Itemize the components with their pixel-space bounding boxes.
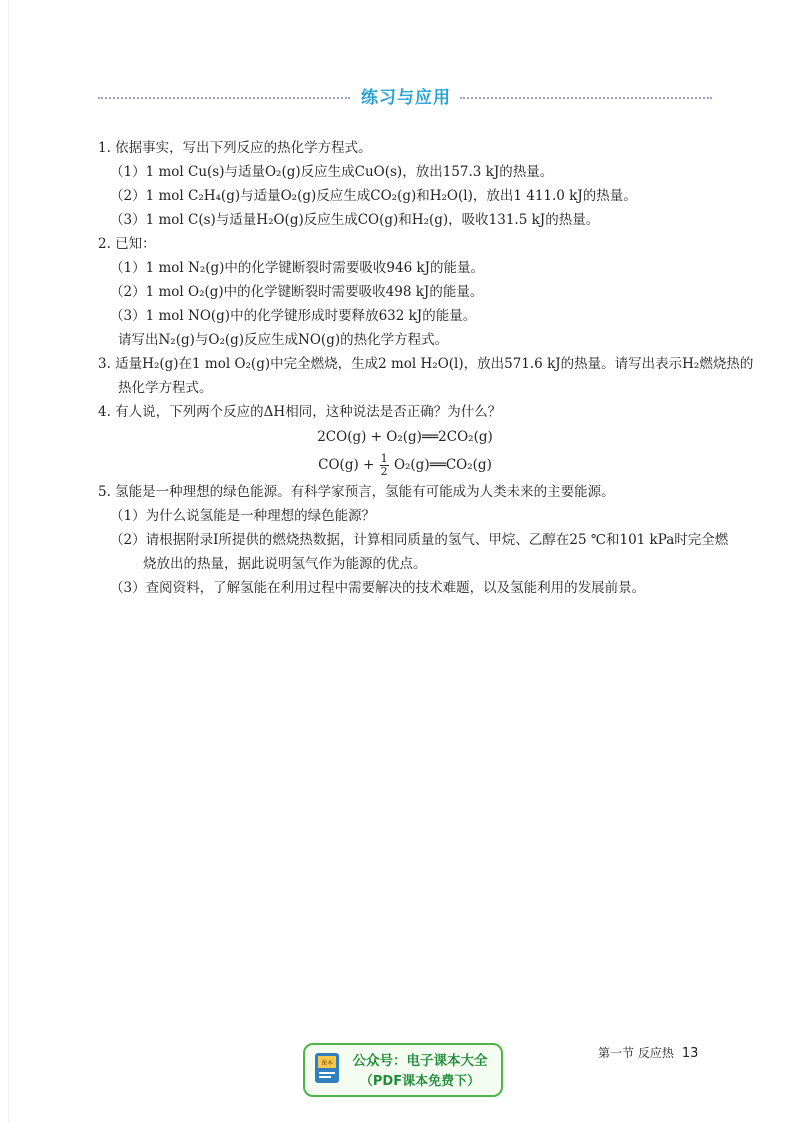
question-5-item-2-line-1: （2）请根据附录Ⅰ所提供的燃烧热数据，计算相同质量的氢气、甲烷、乙醇在25 ℃和101 kPa时完全燃: [110, 532, 729, 548]
question-5-item-3: （3）查阅资料，了解氢能在利用过程中需要解决的技术难题，以及氢能利用的发展前景。: [110, 580, 646, 596]
question-1-item-3: （3）1 mol C(s)与适量H₂O(g)反应生成CO(g)和H₂(g)，吸收131.5 kJ的热量。: [110, 212, 600, 228]
question-2-item-1: （1）1 mol N₂(g)中的化学键断裂时需要吸收946 kJ的能量。: [110, 260, 485, 276]
watermark-line-2: （PDF课本免费下）: [359, 1074, 481, 1089]
question-2-ask: 请写出N₂(g)与O₂(g)反应生成NO(g)的热化学方程式。: [118, 332, 449, 348]
exercise-content: [98, 136, 754, 600]
question-5-item-2-line-2: 烧放出的热量，据此说明氢气作为能源的优点。: [143, 556, 427, 572]
fraction-numerator: 1: [380, 452, 388, 465]
equation-2-right: O₂(g)══CO₂(g): [393, 457, 492, 473]
question-3-line-2: 热化学方程式。: [118, 380, 213, 396]
question-2-item-2: （2）1 mol O₂(g)中的化学键断裂时需要吸收498 kJ的能量。: [110, 284, 484, 300]
dotted-rule-right: [460, 97, 712, 99]
equation-1: 2CO(g) + O₂(g)══2CO₂(g): [317, 429, 493, 445]
equation-2: [98, 450, 712, 480]
section-title: 练习与应用: [361, 88, 451, 108]
fraction-one-half: [380, 453, 389, 478]
question-4-stem: 4. 有人说，下列两个反应的ΔH相同，这种说法是否正确？为什么？: [98, 404, 502, 420]
footer-section-title: 第一节 反应热: [598, 1046, 674, 1060]
question-1-stem: 1. 依据事实，写出下列反应的热化学方程式。: [98, 140, 372, 156]
watermark-line-1: 公众号：电子课本大全: [352, 1053, 488, 1069]
section-header: [98, 86, 712, 110]
question-2-item-3: （3）1 mol NO(g)中的化学键形成时要释放632 kJ的能量。: [110, 308, 477, 324]
question-1-item-1: （1）1 mol Cu(s)与适量O₂(g)反应生成CuO(s)，放出157.3 kJ的热量。: [110, 164, 554, 180]
dotted-rule-left: [98, 97, 350, 99]
page-footer: [598, 1044, 698, 1061]
question-5-stem: 5. 氢能是一种理想的绿色能源。有科学家预言，氢能有可能成为人类未来的主要能源。: [98, 484, 615, 500]
watermark-badge: [303, 1043, 503, 1097]
book-icon-label: 课本: [320, 1060, 334, 1067]
question-2-stem: 2. 已知：: [98, 236, 156, 252]
equation-2-left: CO(g) +: [318, 457, 375, 473]
question-3-line-1: 3. 适量H₂(g)在1 mol O₂(g)中完全燃烧，生成2 mol H₂O(l)，放出571.6 kJ的热量。请写出表示H₂燃烧热的: [98, 356, 754, 372]
page-edge-line: [8, 0, 9, 1122]
fraction-denominator: 2: [380, 465, 388, 478]
book-icon: [313, 1051, 341, 1087]
question-5-item-1: （1）为什么说氢能是一种理想的绿色能源？: [110, 508, 376, 524]
page-number: 13: [681, 1046, 699, 1061]
question-1-item-2: （2）1 mol C₂H₄(g)与适量O₂(g)反应生成CO₂(g)和H₂O(l)，放出1 411.0 kJ的热量。: [110, 188, 637, 204]
